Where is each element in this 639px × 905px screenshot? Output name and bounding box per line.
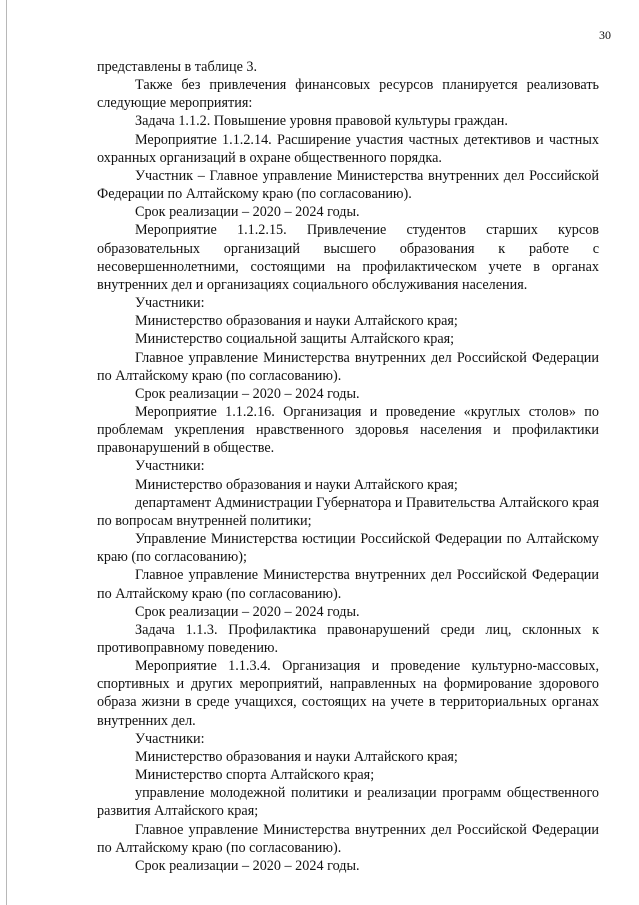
scan-left-edge-line — [6, 0, 7, 905]
paragraph-1: представлены в таблице 3. — [97, 59, 258, 75]
page-number: 30 — [599, 28, 611, 42]
paragraph-8: Участники: — [135, 295, 205, 312]
paragraph-4: Мероприятие 1.1.2.14. Расширение участия частных детективов и частных охранных организаций в охране общественного порядка. — [97, 131, 599, 166]
paragraph-26: Главное управление Министерства внутренних дел Российской Федерации по Алтайскому краю (по согласованию). — [97, 821, 599, 856]
paragraph-14: Участники: — [135, 458, 205, 475]
paragraph-16: департамент Администрации Губернатора и Правительства Алтайского края по вопросам внутренней политики; — [97, 494, 599, 529]
paragraph-12: Срок реализации – 2020 – 2024 годы. — [135, 385, 360, 402]
paragraph-5: Участник – Главное управление Министерства внутренних дел Российской Федерации по Алтайскому краю (по согласованию). — [97, 167, 599, 203]
paragraph-10: Министерство социальной защиты Алтайского края; — [135, 331, 455, 348]
paragraph-3: Задача 1.1.2. Повышение уровня правовой культуры граждан. — [135, 113, 508, 130]
paragraph-15: Министерство образования и науки Алтайского края; — [135, 476, 458, 493]
paragraph-20: Задача 1.1.3. Профилактика правонарушений среди лиц, склонных к противоправному поведению. — [97, 621, 599, 656]
paragraph-17: Управление Министерства юстиции Российской Федерации по Алтайскому краю (по согласованию); — [97, 531, 599, 566]
paragraph-7: Мероприятие 1.1.2.15. Привлечение студентов старших курсов образовательных организаций высшего образования к работе с несовершеннолетними, состоящими на профилактическом учете в органах внутренних дел и организациях социального обслуживания населения. — [97, 222, 599, 293]
paragraph-2: Также без привлечения финансовых ресурсов планируется реализовать следующие мероприятия: — [97, 77, 599, 112]
paragraph-19: Срок реализации – 2020 – 2024 годы. — [135, 603, 360, 620]
paragraph-21: Мероприятие 1.1.3.4. Организация и проведение культурно-массовых, спортивных и других мероприятий, направленных на формирование здорового образа жизни в среде учащихся, состоящих на учете в территориальных органах внутренних дел. — [97, 658, 599, 729]
paragraph-13: Мероприятие 1.1.2.16. Организация и проведение «круглых столов» по проблемам укрепления нравственного здоровья населения и профилактики правонарушений в обществе. — [97, 403, 599, 457]
paragraph-25: управление молодежной политики и реализации программ общественного развития Алтайского края; — [97, 785, 599, 820]
paragraph-23: Министерство образования и науки Алтайского края; — [135, 748, 458, 765]
paragraph-11: Главное управление Министерства внутренних дел Российской Федерации по Алтайскому краю (по согласованию). — [97, 349, 599, 384]
paragraph-27: Срок реализации – 2020 – 2024 годы. — [135, 857, 360, 874]
paragraph-22: Участники: — [135, 730, 205, 747]
paragraph-9: Министерство образования и науки Алтайского края; — [135, 313, 458, 330]
paragraph-24: Министерство спорта Алтайского края; — [135, 767, 375, 784]
paragraph-18: Главное управление Министерства внутренних дел Российской Федерации по Алтайскому краю (по согласованию). — [97, 567, 599, 602]
paragraph-6: Срок реализации – 2020 – 2024 годы. — [135, 204, 360, 221]
document-body — [97, 58, 599, 875]
